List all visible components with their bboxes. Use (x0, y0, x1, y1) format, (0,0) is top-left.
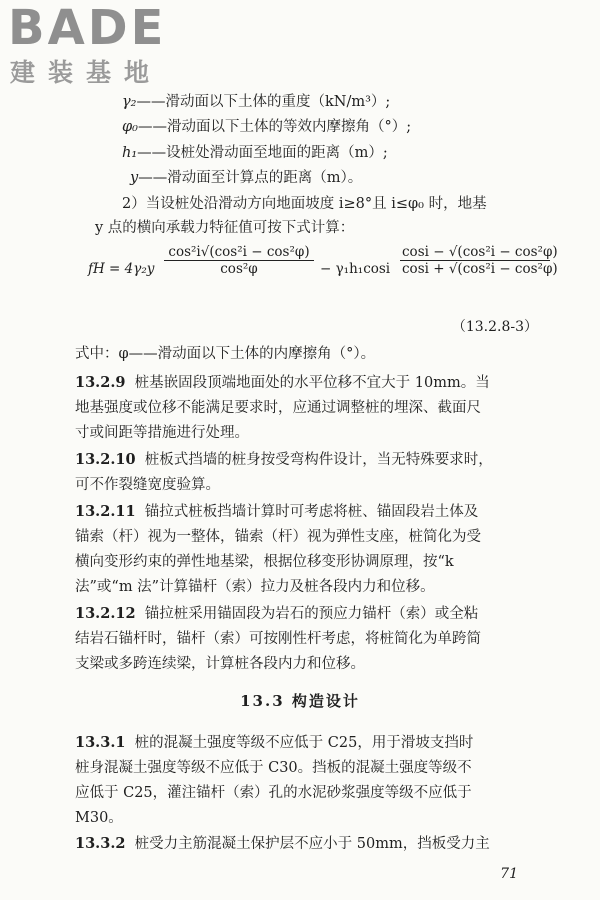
item-2-line: y 点的横向承载力特征值可按下式计算： (95, 220, 355, 236)
formula-fraction-1: $\frac{\text{cos²i√(cos²i − cos²φ)}}{\text{cos²φ}}$ (164, 244, 314, 277)
watermark-logo (8, 2, 183, 90)
item-2-line: 2）当设桩处沿滑动方向地面坡度 i≥8°且 i≤φ₀ 时，地基 (122, 196, 487, 212)
clause-line: M30。 (75, 810, 123, 826)
section-heading: 13.3 构造设计 (240, 692, 360, 710)
formula-middle: − γ₁h₁cosi (320, 261, 391, 277)
clause-line: 地基强度或位移不能满足要求时，应通过调整桩的埋深、截面尺 (75, 400, 481, 416)
clause-line: 支梁或多跨连续梁，计算桩各段内力和位移。 (75, 656, 365, 672)
clause-line: 锚索（杆）视为一整体，锚索（杆）视为弹性支座，桩简化为受 (75, 529, 481, 545)
var-def: γ₂——滑动面以下土体的重度（kN/m³）; (122, 94, 391, 110)
where-clause: 式中：φ——滑动面以下土体的内摩擦角（°）。 (75, 346, 376, 362)
clause-line: 横向变形约束的弹性地基梁，根据位移变形协调原理，按“k (75, 554, 454, 570)
clause-line: 法”或“m 法”计算锚杆（索）拉力及桩各段内力和位移。 (75, 579, 435, 595)
equation-number: （13.2.8-3） (451, 319, 538, 335)
clause-13-2-9: 13.2.9 桩基嵌固段顶端地面处的水平位移不宜大于 10mm。当 (75, 374, 490, 391)
clause-13-2-10: 13.2.10 桩板式挡墙的桩身按受弯构件设计，当无特殊要求时， (75, 451, 493, 468)
clause-line: 可不作裂缝宽度验算。 (75, 477, 220, 493)
clause-13-3-2: 13.3.2 桩受力主筋混凝土保护层不应小于 50mm，挡板受力主 (75, 835, 490, 852)
var-def: y——滑动面至计算点的距离（m）。 (130, 170, 363, 186)
clause-13-2-12: 13.2.12 锚拉桩采用锚固段为岩石的预应力锚杆（索）或全粘 (75, 605, 479, 622)
var-def: h₁——设桩处滑动面至地面的距离（m）; (122, 145, 388, 161)
logo-subtitle: 建装基地 (10, 58, 163, 87)
formula-13-2-8-3 (88, 244, 558, 302)
clause-line: 寸或间距等措施进行处理。 (75, 425, 249, 441)
clause-line: 结岩石锚杆时，锚杆（索）可按刚性杆考虑，将桩简化为单跨简 (75, 631, 481, 647)
clause-line: 桩身混凝土强度等级不应低于 C30。挡板的混凝土强度等级不 (75, 760, 472, 776)
clause-line: 应低于 C25，灌注锚杆（索）孔的水泥砂浆强度等级不应低于 (75, 785, 472, 801)
clause-13-3-1: 13.3.1 桩的混凝土强度等级不应低于 C25，用于滑坡支挡时 (75, 734, 474, 751)
formula-fraction-2: $\frac{\text{cosi − √(cos²i − cos²φ)}}{\text{cosi + √(cos²i − cos²φ)}}$ (402, 244, 558, 277)
var-def: φ₀——滑动面以下土体的等效内摩擦角（°）; (122, 119, 412, 135)
page-number: 71 (500, 866, 518, 882)
logo-brand: BADE (8, 0, 167, 56)
clause-13-2-11: 13.2.11 锚拉式桩板挡墙计算时可考虑将桩、锚固段岩土体及 (75, 503, 479, 520)
formula-lhs: fH = 4γ₂y (88, 261, 155, 277)
